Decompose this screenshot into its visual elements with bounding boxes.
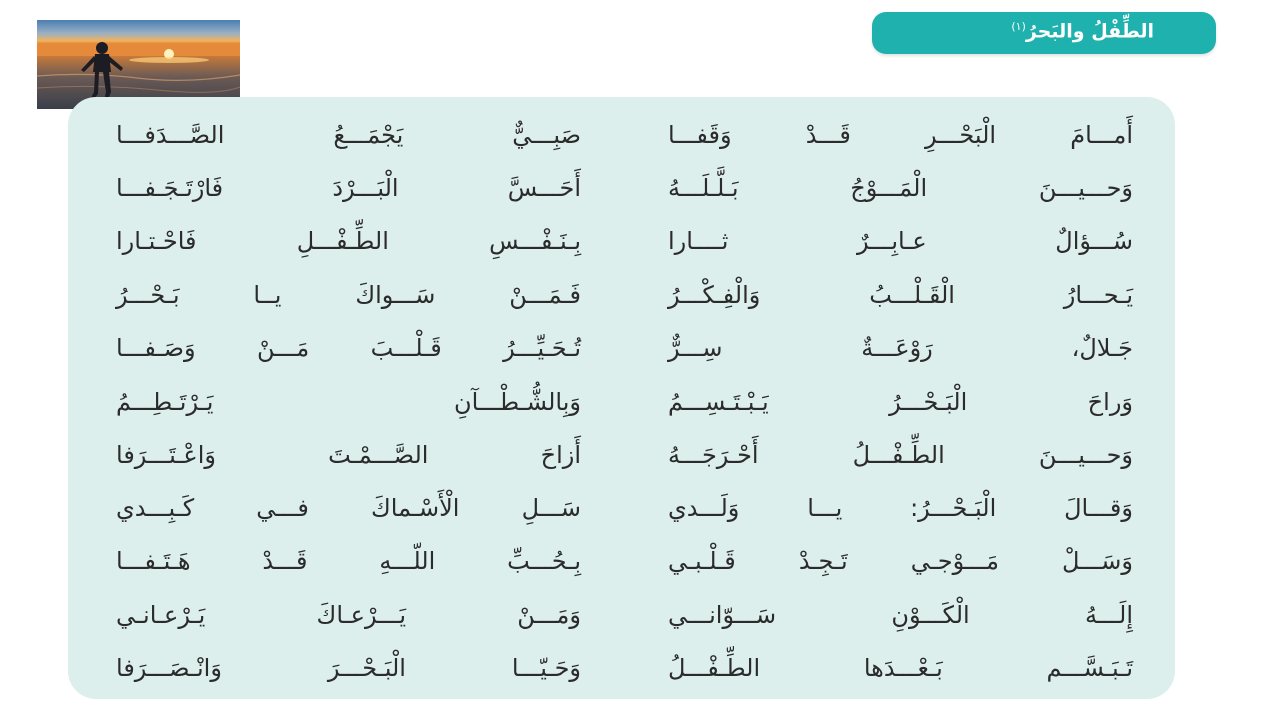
verse-second-hemistich: وَحَـيّـــا الْبَـحْـــرَ وَانْـصَـــرَفا [116, 654, 581, 682]
verse-first-hemistich: وَسَـــلْ مَـــوْجـي تَـجِـدْ قَـلْـبـي [668, 547, 1133, 575]
poem-verse-row [68, 535, 1175, 587]
verse-first-hemistich: أَمـــامَ الْبَحْـــرِ قَـــدْ وَقَفـــا [668, 121, 1133, 149]
verse-second-hemistich: سَـــلِ الْأَسْـماكَ فـــي كَـبِـــدي [116, 494, 581, 522]
poem-verse-row [68, 429, 1175, 481]
poem-verse-row [68, 642, 1175, 694]
verse-second-hemistich: أَزاحَ الصَّـــمْـتَ وَاعْـتَـــرَفا [116, 441, 581, 469]
title-footnote-marker: (١) [1011, 20, 1026, 33]
poem-verse-row [68, 215, 1175, 267]
child-at-sunset-photo [37, 20, 240, 109]
verse-second-hemistich: بِـنَـفْـــسِ الطِّـفْـــلِ فَاحْـتـارا [116, 227, 581, 255]
verse-first-hemistich: وَحـــيـــنَ الطِّـفْـــلُ أَحْـرَجَـــهُ [668, 441, 1133, 469]
verse-first-hemistich: وَحـــيـــنَ الْمَـــوْجُ بَـلَّـلَـــهُ [668, 174, 1133, 202]
verse-second-hemistich: أَحَـــسَّ الْبَـــرْدَ فَارْتَـجَـفـــا [116, 174, 581, 202]
poem-verse-row [68, 322, 1175, 374]
verse-second-hemistich: صَبِـــيٌّ يَجْمَـــعُ الصَّـــدَفـــا [116, 121, 581, 149]
verse-first-hemistich: وَراحَ الْبَـحْـــرُ يَـبْـتَـسِـــمُ [668, 388, 1133, 416]
poem-verse-row [68, 269, 1175, 321]
verse-first-hemistich: جَـلالٌ، رَوْعَـــةٌ سِـــرٌّ [668, 334, 1133, 362]
poem-panel [68, 97, 1175, 699]
verse-second-hemistich: تُـحَـيِّـــرُ قَـلْـــبَ مَـــنْ وَصَـفـــا [116, 334, 581, 362]
verse-second-hemistich: وَمَـــنْ يَـــرْعـاكَ يَـرْعـانـي [116, 601, 581, 629]
lesson-title-text: الطِّفْلُ والبَحرُ [1025, 20, 1154, 43]
verse-first-hemistich: إِلَـــهُ الْكَـــوْنِ سَـــوّانـــي [668, 601, 1133, 629]
verse-first-hemistich: وَقـــالَ الْبَـحْـــرُ: يـــا وَلَـــدي [668, 494, 1133, 522]
verse-second-hemistich: فَـمَـــنْ سَـــواكَ يــا بَـحْـــرُ [116, 281, 581, 309]
lesson-title-banner [872, 12, 1216, 54]
poem-verse-row [68, 376, 1175, 428]
poem-verse-row [68, 162, 1175, 214]
verse-first-hemistich: سُـــؤالٌ عـابِـــرٌ ثــــارا [668, 227, 1133, 255]
verse-first-hemistich: يَـحـــارُ الْقَـلْـــبُ وَالْفِـكْـــرُ [668, 281, 1133, 309]
poem-verse-row [68, 589, 1175, 641]
verse-second-hemistich: وَبِالشُّـطْـــآنِ يَـرْتَـطِـــمُ [116, 388, 581, 416]
verse-first-hemistich: تَـبَـسَّـــم بَـعْـــدَها الطِّـفْـــلُ [668, 654, 1133, 682]
poem-verse-row [68, 482, 1175, 534]
lesson-title [1011, 20, 1154, 42]
poem-verse-row [68, 109, 1175, 161]
child-silhouette-icon [37, 20, 240, 109]
verse-second-hemistich: بِـحُـــبِّ اللّـــهِ قَـــدْ هَـتَـفـــا [116, 547, 581, 575]
